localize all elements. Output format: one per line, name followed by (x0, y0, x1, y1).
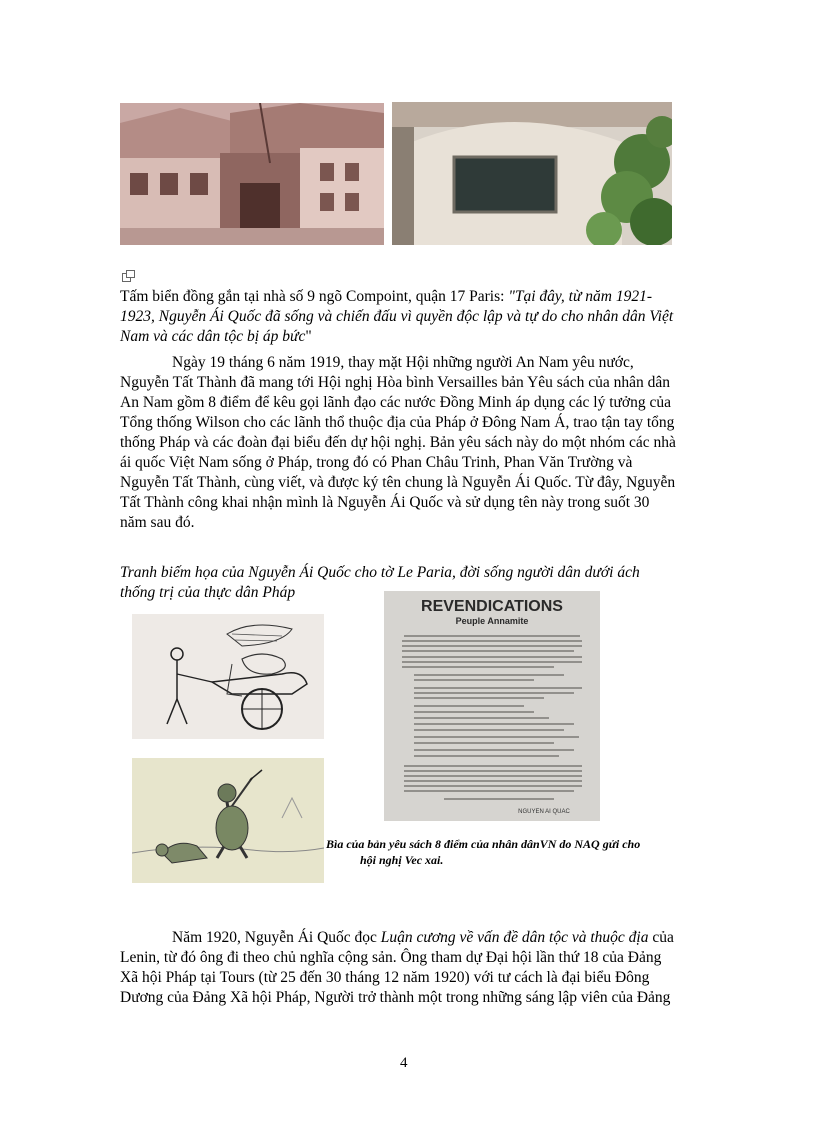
colonial-beating-cartoon (132, 758, 324, 883)
anchor-marker-icon (122, 270, 135, 282)
rickshaw-cartoon (132, 614, 324, 739)
old-building-photo (120, 103, 384, 245)
page-number: 4 (400, 1055, 408, 1071)
poster-title: REVENDICATIONS (421, 598, 563, 615)
plaque-photo (392, 102, 672, 245)
paragraph-versailles: Ngày 19 tháng 6 năm 1919, thay mặt Hội những người An Nam yêu nước, Nguyễn Tất Thành đã mang tới Hội nghị Hòa bình Versailles bản Yêu sách của nhân dân An Nam gồm 8 điểm để kêu gọi lãnh đạo các nước Đồng Minh áp dụng các lý tưởng của Tổng thống Wilson cho các lãnh thổ thuộc địa của Pháp ở Đông Nam Á, trao tận tay tổng thống Pháp và các đoàn đại biểu đến dự hội nghị. Bản yêu sách này do một nhóm các nhà ái quốc Việt Nam sống ở Pháp, trong đó có Phan Châu Trinh, Phan Văn Trường và Nguyễn Tất Thành, cùng viết, và được ký tên chung là Nguyễn Ái Quốc. Từ đây, Nguyễn Tất Thành công khai nhận mình là Nguyễn Ái Quốc và sử dụng tên này trong suốt 30 năm sau đó. (120, 354, 676, 531)
paragraph-lenin-tours: Năm 1920, Nguyễn Ái Quốc đọc Luận cương về vấn đề dân tộc và thuộc địa của Lenin, từ đó ông đi theo chủ nghĩa cộng sản. Ông tham dự Đại hội lần thứ 18 của Đảng Xã hội Pháp tại Tours (từ 25 đến 30 tháng 12 năm 1920) với tư cách là đại biểu Đông Dương của Đảng Xã hội Pháp, Người trở thành một trong những sáng lập viên của Đảng (120, 929, 674, 1006)
poster-signature: NGUYEN AI QUAC (518, 809, 570, 815)
plaque-caption: Tấm biển đồng gắn tại nhà số 9 ngõ Compoint, quận 17 Paris: "Tại đây, từ năm 1921- 1923, Nguyễn Ái Quốc đã sống và chiến đấu vì quyền độc lập và tự do cho nhân dân Việt Nam và các dân tộc bị áp bức" (120, 288, 674, 345)
cartoon-caption: Tranh biếm họa của Nguyễn Ái Quốc cho tờ Le Paria, đời sống người dân dưới ách thống trị của thực dân Pháp (120, 564, 640, 601)
poster-subtitle: Peuple Annamite (455, 616, 529, 626)
revendications-poster (384, 591, 600, 821)
poster-caption: Bìa của bản yêu sách 8 điểm của nhân dânVN do NAQ gửi cho hội nghị Vec xai. (326, 837, 641, 867)
